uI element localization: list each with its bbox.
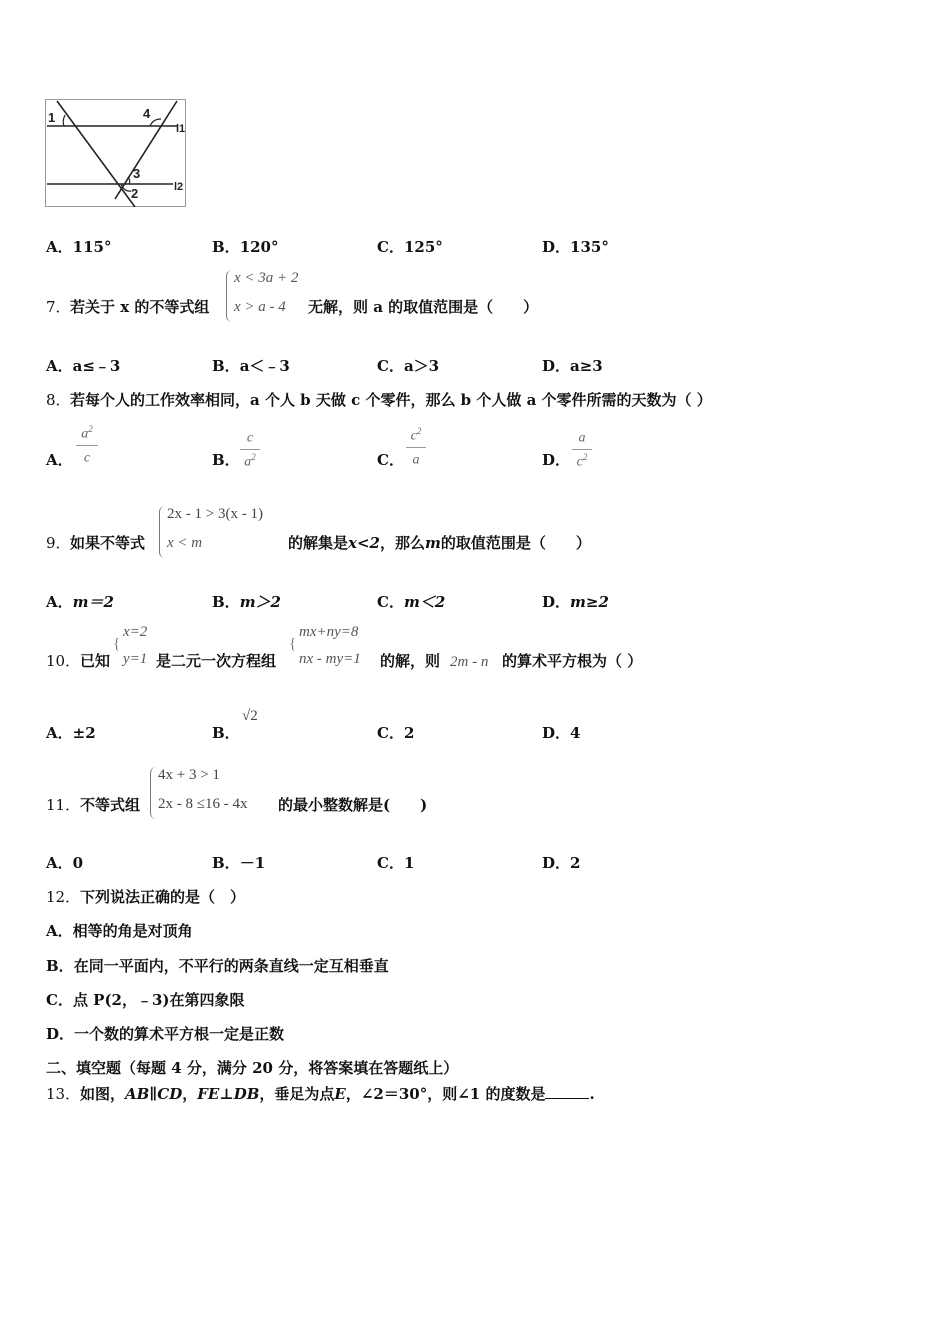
- q8-option-c-fraction[interactable]: [406, 426, 426, 468]
- q10-option-b-value[interactable]: √2: [242, 708, 258, 724]
- q6-option-d[interactable]: D．135°: [542, 238, 609, 256]
- denominator: $c^2$: [576, 451, 588, 470]
- q10-system: [291, 624, 386, 672]
- q11-system: [150, 767, 280, 819]
- fraction-bar: [406, 447, 426, 448]
- label-4: 4: [143, 106, 151, 121]
- q10-after: 的解，则: [380, 652, 441, 670]
- brace-glyph: {: [113, 636, 121, 652]
- q7-line2: x > a - 4: [234, 299, 286, 315]
- q7-option-d[interactable]: D．a≥3: [542, 357, 603, 375]
- q11-option-b[interactable]: B．－1: [212, 854, 266, 872]
- numerator: a: [578, 430, 586, 446]
- q9-prefix: 如果不等式: [70, 534, 146, 552]
- q7-number: 7．: [46, 298, 71, 316]
- q11-option-d[interactable]: D．2: [542, 854, 581, 872]
- q7-option-a[interactable]: A．a≤﹣3: [46, 357, 121, 375]
- numerator: $a^2$: [81, 424, 93, 442]
- brace-glyph: {: [289, 636, 297, 652]
- brace: [226, 270, 232, 322]
- q13-number: 13．: [46, 1085, 81, 1103]
- q7-system: [226, 270, 316, 322]
- q9-line1: 2x - 1 > 3(x - 1): [167, 506, 263, 522]
- q8-option-d-fraction[interactable]: [572, 428, 592, 470]
- geometry-figure: [45, 99, 186, 207]
- angle-arc-3: [128, 177, 130, 184]
- numerator: $c^2$: [410, 426, 422, 444]
- q11-option-a[interactable]: A．0: [46, 854, 84, 872]
- q8-option-c-letter[interactable]: C．: [377, 451, 404, 469]
- q8-text: 若每个人的工作效率相同，a 个人 b 天做 c 个零件，那么 b 个人做 a 个零件所需的天数为（ ）: [70, 391, 712, 409]
- label-1: 1: [48, 110, 56, 125]
- label-3: 3: [133, 166, 141, 181]
- q12-text: 下列说法正确的是（ ）: [80, 888, 246, 906]
- q6-option-b[interactable]: B．120°: [212, 238, 279, 256]
- q8-option-d-letter[interactable]: D．: [542, 451, 571, 469]
- q8-option-a-letter[interactable]: A．: [46, 451, 73, 469]
- q10-middle: 是二元一次方程组: [156, 652, 277, 670]
- q7-line1: x < 3a + 2: [234, 270, 299, 286]
- q10-option-c[interactable]: C．2: [377, 724, 415, 742]
- q9-suffix: 的解集是x<2，那么m的取值范围是（ ）: [288, 534, 591, 552]
- transversal-left: [57, 101, 135, 207]
- q6-option-a[interactable]: A．115°: [46, 238, 112, 256]
- q8-number: 8．: [46, 391, 71, 409]
- q10-sol1: x=2: [123, 624, 148, 640]
- q10-eq2: nx - my=1: [299, 651, 361, 667]
- denominator: $a^2$: [244, 451, 256, 470]
- q7-prefix: 若关于 x 的不等式组: [70, 298, 210, 316]
- q10-eq1: mx+ny=8: [299, 624, 359, 640]
- q7-suffix: 无解，则 a 的取值范围是（ ）: [308, 298, 539, 316]
- answer-blank[interactable]: [545, 1098, 589, 1099]
- label-l1: l1: [176, 123, 186, 135]
- section-heading: 二、填空题（每题 4 分，满分 20 分，将答案填在答题纸上）: [46, 1059, 459, 1077]
- q10-option-a[interactable]: A．±2: [46, 724, 96, 742]
- q6-option-c[interactable]: C．125°: [377, 238, 443, 256]
- angle-arc-1: [63, 115, 65, 126]
- q9-option-c[interactable]: C．m＜2: [377, 593, 446, 611]
- q11-line2: 2x - 8 ≤16 - 4x: [158, 796, 248, 812]
- q11-line1: 4x + 3 > 1: [158, 767, 220, 783]
- q11-number: 11．: [46, 796, 81, 814]
- q10-sol2: y=1: [123, 651, 148, 667]
- angle-arc-4: [150, 119, 161, 126]
- q11-prefix: 不等式组: [80, 796, 141, 814]
- q11-option-c[interactable]: C．1: [377, 854, 415, 872]
- q9-system: [159, 506, 289, 558]
- q7-option-c[interactable]: C．a＞3: [377, 357, 440, 375]
- q9-line2: x < m: [167, 535, 203, 551]
- q12-option-a[interactable]: A．相等的角是对顶角: [46, 922, 193, 940]
- q10-option-d[interactable]: D．4: [542, 724, 581, 742]
- q10-suffix: 的算术平方根为（ ）: [502, 652, 643, 670]
- q7-option-b[interactable]: B．a＜﹣3: [212, 357, 290, 375]
- q12-number: 12．: [46, 888, 81, 906]
- brace: [150, 767, 156, 819]
- q10-solution: [115, 624, 160, 672]
- q9-option-a[interactable]: A．m＝2: [46, 593, 114, 611]
- label-l2: l2: [174, 181, 184, 193]
- fraction-bar: [76, 445, 98, 446]
- q8-option-b-letter[interactable]: B．: [212, 451, 240, 469]
- q12-option-d[interactable]: D．一个数的算术平方根一定是正数: [46, 1025, 285, 1043]
- q8-option-a-fraction[interactable]: [76, 424, 98, 466]
- q9-number: 9．: [46, 534, 71, 552]
- numerator: c: [246, 430, 254, 446]
- q13-text: 如图，AB∥CD，FE⊥DB，垂足为点E，∠2＝30°，则∠1 的度数是 .: [80, 1085, 595, 1103]
- label-2: 2: [131, 186, 139, 201]
- q10-option-b-letter[interactable]: B．: [212, 724, 240, 742]
- q9-option-d[interactable]: D．m≥2: [542, 593, 609, 611]
- denominator: c: [83, 450, 91, 466]
- q9-option-b[interactable]: B．m＞2: [212, 593, 281, 611]
- q10-prefix: 已知: [80, 652, 111, 670]
- parallel-lines-diagram: [45, 99, 186, 207]
- q10-number: 10．: [46, 652, 81, 670]
- fraction-bar: [572, 449, 592, 450]
- q8-option-b-fraction[interactable]: [240, 428, 260, 470]
- q11-suffix: 的最小整数解是( ): [278, 796, 428, 814]
- q10-expr: 2m - n: [450, 654, 489, 670]
- q12-option-b[interactable]: B．在同一平面内，不平行的两条直线一定互相垂直: [46, 957, 389, 975]
- q12-option-c[interactable]: C．点 P(2，﹣3)在第四象限: [46, 991, 245, 1009]
- fraction-bar: [240, 449, 260, 450]
- denominator: a: [412, 452, 420, 468]
- brace: [159, 506, 165, 558]
